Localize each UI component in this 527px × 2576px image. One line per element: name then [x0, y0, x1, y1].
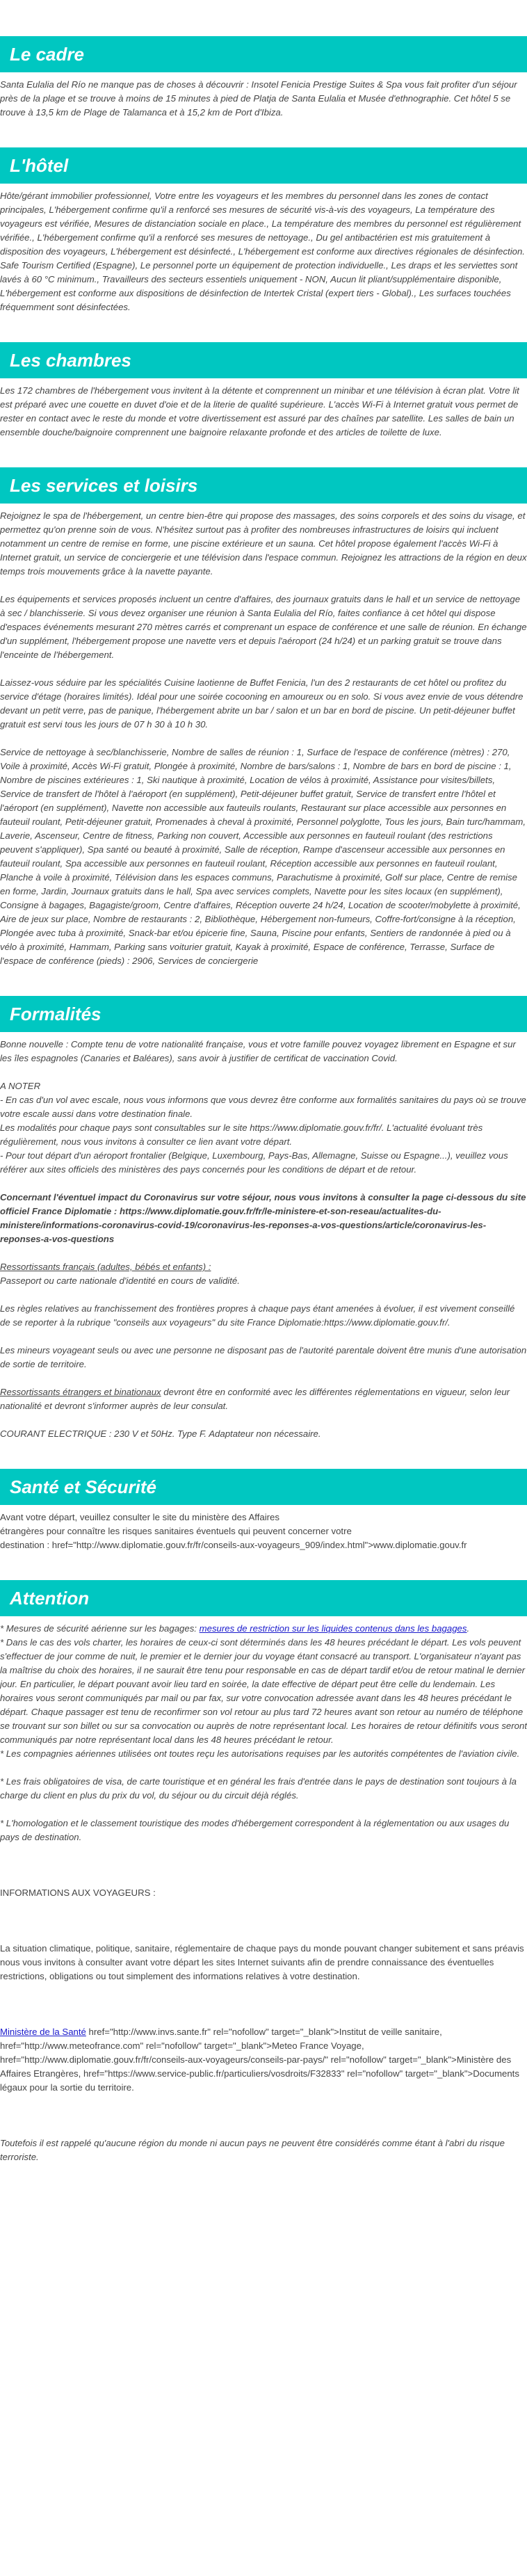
attention-links-text: href="http://www.invs.sante.fr" rel="nofollow" target="_blank">Institut de veille sanitaire, href="http://www.meteofrance.com" rel="nofollow" target="_blank">Meteo France Voyage, href="http://www.diplomatie.gouv.fr/fr/conseils-aux-voyageurs/conseils-par-pays/" rel="nofollow" target="_blank">Ministère des Affaires Etrangères, href="https://www.service-public.fr/particuliers/vosdroits/F32833" rel="nofollow" target="_blank">Documents légaux pour la sortie du territoire.	[0, 2027, 519, 2093]
attention-security	[0, 1622, 527, 1761]
attention-rating: * L'homologation et le classement touristique des modes d'hébergement correspondent à la réglementation ou aux usages du pays de destination.	[0, 1818, 510, 1842]
attention-airlines: * Les compagnies aériennes utilisées ont toutes reçu les autorisations requises par les autorités compétentes de l'aviation civile.	[0, 1748, 520, 1759]
notice-border-airports: - Pour tout départ d'un aéroport frontalier (Belgique, Luxembourg, Pays-Bas, Allemagne, Suisse ou Espagne...), veuillez vous référer aux sites officiels des ministères des pays concernés pour les conditions de départ et de retour.	[0, 1150, 508, 1175]
section-title-formalites: Formalités	[0, 996, 527, 1032]
foreigners-text: devront être en conformité avec les différentes réglementations en vigueur, selon leur nationalité et devront s'informer auprès de leur consulat.	[0, 1387, 510, 1411]
attention-visa-fees: * Les frais obligatoires de visa, de carte touristique et en général les frais d'entrée dans le pays de destination sont toujours à la charge du client en plus du prix du vol, du séjour ou du circuit déjà réglés.	[0, 1776, 517, 1801]
section-formalites	[0, 996, 527, 1441]
baggage-suffix: .	[467, 1623, 470, 1634]
formalites-residents	[0, 1260, 527, 1288]
notice-modalities: Les modalités pour chaque pays sont consultables sur le site https://www.diplomatie.gouv.fr/fr/. L'actualité évoluant très régulièrement, nous vous invitons à consulter ce lien avant votre départ.	[0, 1122, 483, 1147]
attention-info-heading: INFORMATIONS AUX VOYAGEURS :	[0, 1887, 156, 1898]
section-body-hotel	[0, 189, 527, 314]
attention-terrorism: Toutefois il est rappelé qu'aucune région du monde ni aucun pays ne peuvent être considérés comme étant à l'abri du risque terroriste.	[0, 2138, 505, 2162]
baggage-restriction-link[interactable]: mesures de restriction sur les liquides contenus dans les bagages	[199, 1623, 467, 1634]
spacer	[0, 1997, 527, 2025]
section-body-services	[0, 509, 527, 968]
section-body-attention	[0, 1622, 527, 2164]
formalites-foreigners	[0, 1385, 527, 1413]
spacer	[0, 1761, 527, 1775]
spacer	[0, 1858, 527, 1886]
section-body-cadre	[0, 78, 527, 120]
section-hotel	[0, 147, 527, 314]
residents-heading: Ressortissants français (adultes, bébés et enfants) :	[0, 1262, 211, 1272]
formalites-electric: COURANT ELECTRIQUE : 230 V et 50Hz. Type F. Adaptateur non nécessaire.	[0, 1428, 321, 1439]
formalites-border-rules: Les règles relatives au franchissement des frontières propres à chaque pays étant amenées à évoluer, il est vivement conseillé de se reporter à la rubrique "conseils aux voyageurs" du site France Diplomatie:https://www.diplomatie.gouv.fr/.	[0, 1303, 515, 1328]
formalites-good-news: Bonne nouvelle : Compte tenu de votre nationalité française, vous et votre famille pouvez voyagez librement en Espagne et sur les îles espagnoles (Canaries et Baléares), sans avoir à justifier de certificat de vaccination Covid.	[0, 1039, 516, 1063]
health-ministry-link[interactable]: Ministère de la Santé	[0, 2027, 86, 2037]
chambres-text: Les 172 chambres de l'hébergement vous invitent à la détente et comprennent un minibar et une télévision à écran plat. Votre lit est préparé avec une couette en duvet d'oie et de la literie de qualité supérieure. L'accès Wi-Fi à Internet gratuit vous permet de rester en contact avec le reste du monde et votre divertissement est assuré par des chaînes par satellite. Les salles de bain un ensemble douche/baignoire comprennent une baignoire relaxante profonde et des articles de toilette de luxe.	[0, 385, 519, 437]
spacer	[0, 2109, 527, 2136]
residents-text: Passeport ou carte nationale d'identité en cours de validité.	[0, 1275, 240, 1286]
section-services	[0, 467, 527, 968]
section-chambres	[0, 342, 527, 440]
sante-text: Avant votre départ, veuillez consulter le site du ministère des Affaires étrangères pour connaître les risques sanitaires éventuels qui peuvent concerner votre destination : href="http://www.diplomatie.gouv.fr/fr/conseils-aux-voyageurs_909/index.html">www.diplomatie.gouv.fr	[0, 1512, 467, 1550]
section-title-cadre: Le cadre	[0, 36, 527, 72]
attention-links	[0, 2025, 527, 2095]
section-title-sante: Santé et Sécurité	[0, 1469, 527, 1505]
services-paragraph-dining: Laissez-vous séduire par les spécialités Cuisine laotienne de Buffet Fenicia, l'un des 2 restaurants de cet hôtel ou profitez du service d'étage (horaires limités). Idéal pour une soirée cocooning en amoureux ou en solo. Si vous avez envie de vous détendre devant un petit verre, pas de panique, l'hébergement abrite un bar / salon et un bar en bord de piscine. Un petit-déjeuner buffet gratuit est servi tous les jours de 07 h 30 à 10 h 30.	[0, 677, 524, 730]
foreigners-heading: Ressortissants étrangers et binationaux	[0, 1387, 161, 1397]
section-body-sante	[0, 1511, 527, 1552]
hotel-text: Hôte/gérant immobilier professionnel, Votre entre les voyageurs et les membres du personnel dans les zones de contact principales, L'hébergement confirme qu'il a renforcé ses mesures de sécurité vis-à-vis des voyageurs, La température des voyageurs est vérifiée, Mesures de distanciation sociale en place., La température des membres du personnel est régulièrement vérifiée., L'hébergement confirme qu'il a renforcé ses mesures de nettoyage., Du gel antibactérien est mis gratuitement à disposition des voyageurs, L'hébergement est désinfecté., L'hébergement est conforme aux directives régionales de désinfection. Safe Tourism Certified (Espagne), Le personnel porte un équipement de protection individuelle., Les draps et les serviettes sont lavés à 60 °C minimum., Travailleurs des secteurs essentiels uniquement - NON, Aucun lit pliant/supplémentaire disponible, L'hébergement est conforme aux dispositions de désinfection de Intertek Cristal (expert tiers - Global)., Les surfaces touchées fréquemment sont désinfectées.	[0, 191, 525, 312]
attention-schedule: * Dans le cas des vols charter, les horaires de ceux-ci sont déterminés dans les 48 heures précédant le départ. Les vols peuvent s'effectuer de jour comme de nuit, le premier et le dernier jour du voyage étant consacré au transport. L'organisateur n'ayant pas la maîtrise du choix des horaires, il ne saurait être tenu pour responsable en cas de départ tardif et/ou de retour matinal le dernier jour. En particulier, le départ pouvant avoir lieu tard en soirée, la date effective de départ peut être celle du lendemain. Les horaires vous seront communiqués par mail ou par fax, sur votre convocation adressée avant dans les 48 heures précédant le départ. Chaque passager est tenu de reconfirmer son vol retour au plus tard 72 heures avant son retour au numéro de téléphone se trouvant sur son billet ou sur sa convocation ou auprès de notre représentant local. Les horaires de retour définitifs vous seront communiqués par notre représentant local dans les 48 heures précédant le retour.	[0, 1637, 527, 1745]
section-cadre	[0, 36, 527, 120]
section-body-chambres	[0, 384, 527, 440]
services-paragraph-amenities: Service de nettoyage à sec/blanchisserie, Nombre de salles de réunion : 1, Surface de l'espace de conférence (mètres) : 270, Voile à proximité, Accès Wi-Fi gratuit, Plongée à proximité, Nombre de bars/salons : 1, Nombre de bars en bord de piscine : 1, Nombre de piscines extérieures : 1, Ski nautique à proximité, Location de vélos à proximité, Assistance pour visites/billets, Service de transfert de l'hôtel à l'aéroport (en supplément), Petit-déjeuner buffet gratuit, Service de transfert entre l'hôtel et l'aéroport (en supplément), Navette non accessible aux fauteuils roulants, Restaurant sur place accessible aux personnes en fauteuil roulant, Petit-déjeuner gratuit, Promenades à cheval à proximité, Personnel polyglotte, Tous les jours, Bain turc/hammam, Laverie, Ascenseur, Centre de fitness, Parking non couvert, Accessible aux personnes en fauteuil roulant (des restrictions peuvent s'appliquer), Spa santé ou beauté à proximité, Salle de réception, Rampe d'ascenseur accessible aux personnes en fauteuil roulant, Spa accessible aux personnes en fauteuil roulant, Réception accessible aux personnes en fauteuil roulant, Planche à voile à proximité, Télévision dans les espaces communs, Parachutisme à proximité, Golf sur place, Centre de remise en forme, Jardin, Journaux gratuits dans le hall, Spa avec services complets, Navette pour les sites locaux (en supplément), Consigne à bagages, Bagagiste/groom, Centre d'affaires, Réception ouverte 24 h/24, Location de scooter/mobylette à proximité, Aire de jeux sur place, Nombre de restaurants : 2, Bibliothèque, Hébergement non-fumeurs, Coffre-fort/consigne à la réception, Plongée avec tuba à proximité, Snack-bar et/ou épicerie fine, Sauna, Piscine pour enfants, Sentiers de randonnée à pied ou à vélo à proximité, Hammam, Parking sans voiturier gratuit, Kayak à proximité, Espace de conférence, Terrasse, Surface de l'espace de conférence (pieds) : 2906, Services de conciergerie	[0, 747, 526, 966]
formalites-minors: Les mineurs voyageant seuls ou avec une personne ne disposant pas de l'autorité parentale doivent être munis d'une autorisation de sortie de territoire.	[0, 1345, 527, 1369]
page	[0, 36, 527, 2192]
formalites-coronavirus: Concernant l'éventuel impact du Coronavirus sur votre séjour, nous vous invitons à consulter la page ci-dessous du site officiel France Diplomatie : https://www.diplomatie.gouv.fr/fr/le-ministere-et-son-reseau/actualites-du-ministere/informations-coronavirus-covid-19/coronavirus-les-reponses-a-vos-questions/article/coronavirus-les-reponses-a-vos-questions	[0, 1192, 526, 1244]
section-attention	[0, 1580, 527, 2164]
services-paragraph-business: Les équipements et services proposés incluent un centre d'affaires, des journaux gratuits dans le hall et un service de nettoyage à sec / blanchisserie. Si vous devez organiser une réunion à Santa Eulalia del Río, faites confiance à cet hôtel qui dispose d'espaces événements mesurant 270 mètres carrés et comprenant un espace de conférence et une salle de réunion. En échange d'un supplément, l'hébergement propose une navette vers et depuis l'aéroport (24 h/24) et un parking gratuit se trouve dans l'enceinte de l'hébergement.	[0, 594, 527, 660]
spacer	[0, 1914, 527, 1942]
baggage-prefix: * Mesures de sécurité aérienne sur les bagages:	[0, 1623, 200, 1634]
section-title-hotel: L'hôtel	[0, 147, 527, 184]
notice-layover: - En cas d'un vol avec escale, nous vous informons que vous devrez être conforme aux formalités sanitaires du pays où se trouve votre escale aussi dans votre destination finale.	[0, 1095, 526, 1119]
section-title-services: Les services et loisirs	[0, 467, 527, 504]
section-title-chambres: Les chambres	[0, 342, 527, 378]
cadre-text: Santa Eulalia del Río ne manque pas de choses à découvrir : Insotel Fenicia Prestige Suites & Spa vous fait profiter d'un séjour près de la plage et se trouve à moins de 15 minutes à pied de Platja de Santa Eulalia et Musée d'ethnographie. Cet hôtel 5 se trouve à 13,5 km de Plage de Talamanca et à 15,2 km de Port d'Ibiza.	[0, 79, 517, 118]
formalites-notice	[0, 1079, 527, 1177]
notice-heading: A NOTER	[0, 1081, 41, 1091]
services-paragraph-spa: Rejoignez le spa de l'hébergement, un centre bien-être qui propose des massages, des soins corporels et des soins du visage, et permettez qu'on prenne soin de vous. N'hésitez surtout pas à profiter des nombreuses infrastructures de loisirs qui incluent notamment un centre de remise en forme, une piscine extérieure et un sauna. Cet hôtel propose également l'accès Wi-Fi à Internet gratuit, un service de conciergerie et une télévision dans l'espace commun. Rejoignez les attractions de la région en deux temps trois mouvements grâce à la navette payante.	[0, 510, 527, 577]
attention-situation: La situation climatique, politique, sanitaire, réglementaire de chaque pays du monde pouvant changer subitement et sans préavis nous vous invitons à consulter avant votre départ les sites Internet suivants afin de prendre connaissance des éventuelles restrictions, obligations ou tout simplement des informations relatives à votre destination.	[0, 1943, 524, 1981]
section-body-formalites	[0, 1038, 527, 1441]
section-sante	[0, 1469, 527, 1552]
section-title-attention: Attention	[0, 1580, 527, 1616]
